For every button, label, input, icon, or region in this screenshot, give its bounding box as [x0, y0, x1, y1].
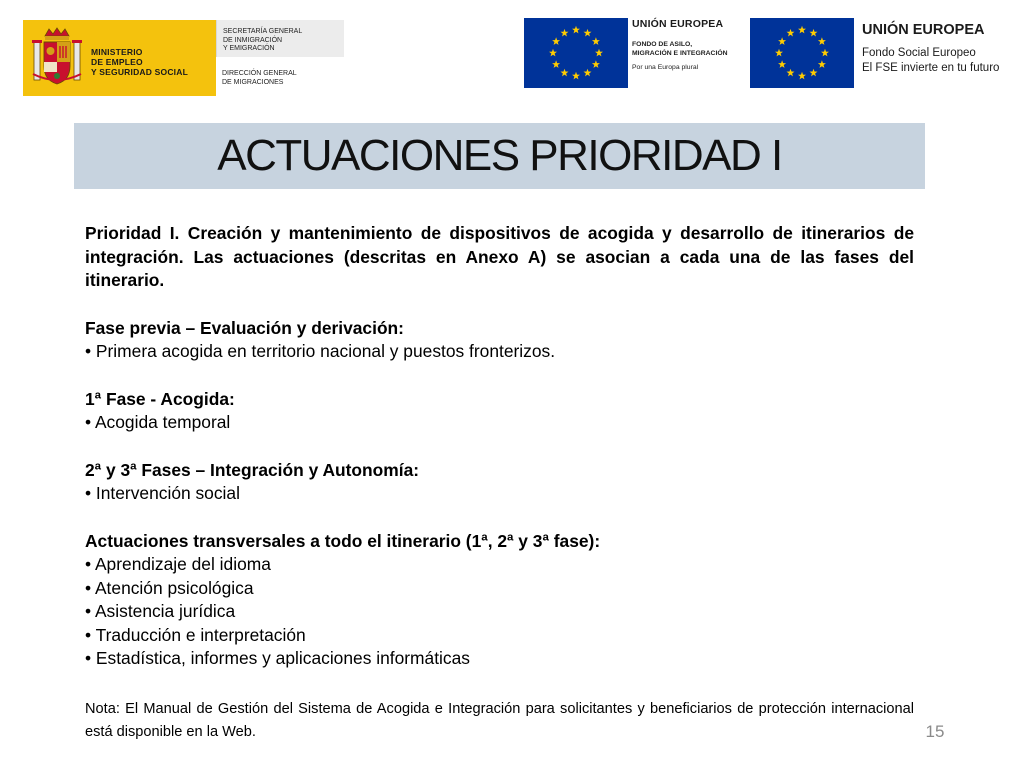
- ministry-line-2: DE EMPLEO: [91, 57, 143, 67]
- ministry-line-1: MINISTERIO: [91, 47, 143, 57]
- section-heading: Fase previa – Evaluación y derivación:: [85, 317, 404, 338]
- eu-fund-2-subtitle-2: El FSE invierte en tu futuro: [862, 62, 1000, 74]
- section-heading: 2ª y 3ª Fases – Integración y Autonomía:: [85, 459, 420, 480]
- eu-star-icon: [584, 69, 592, 77]
- eu-star-icon: [821, 49, 829, 57]
- list-item: • Asistencia jurídica: [85, 601, 236, 621]
- footnote: Nota: El Manual de Gestión del Sistema de Acogida e Integración para solicitantes y beneficiarios de protección internacional está disponible en la Web.: [85, 701, 914, 740]
- secretaria-line-3: Y EMIGRACIÓN: [223, 45, 275, 52]
- title-bar: [74, 123, 925, 189]
- eu-star-icon: [810, 69, 818, 77]
- eu-star-icon: [552, 60, 560, 68]
- eu-star-icon: [787, 69, 795, 77]
- eu-fund-2-subtitle-1: Fondo Social Europeo: [862, 47, 976, 59]
- secretaria-line-1: SECRETARÍA GENERAL: [223, 28, 303, 35]
- eu-fund-1-subtitle-2: MIGRACIÓN E INTEGRACIÓN: [632, 50, 728, 57]
- eu-fund-1-slogan: Por una Europa plural: [632, 64, 699, 71]
- eu-star-icon: [584, 29, 592, 37]
- secretaria-name: [223, 28, 302, 54]
- eu-star-icon: [572, 72, 580, 80]
- secretaria-line-2: DE INMIGRACIÓN: [223, 36, 283, 44]
- list-item: • Estadística, informes y aplicaciones informáticas: [85, 648, 470, 668]
- intro-paragraph: Prioridad I. Creación y mantenimiento de dispositivos de acogida y desarrollo de itinerarios de integración. Las actuaciones (descritas en Anexo A) se asocian a cada una de las fases del itinerario.: [85, 223, 914, 290]
- eu-star-icon: [552, 37, 560, 45]
- eu-star-icon: [787, 29, 795, 37]
- direccion-name: [222, 70, 297, 87]
- list-item: • Aprendizaje del idioma: [85, 554, 271, 574]
- ministry-name: [91, 47, 188, 77]
- list-item: • Atención psicológica: [85, 577, 254, 598]
- section-heading: Actuaciones transversales a todo el itinerario (1ª, 2ª y 3ª fase):: [85, 530, 601, 551]
- eu-fund-1-title: UNIÓN EUROPEA: [632, 18, 724, 30]
- eu-flag-icon: [750, 18, 854, 88]
- eu-star-icon: [572, 26, 580, 34]
- list-item: • Intervención social: [85, 483, 240, 503]
- eu-star-icon: [778, 37, 786, 45]
- slide-title: ACTUACIONES PRIORIDAD I: [217, 131, 782, 180]
- list-item: • Primera acogida en territorio nacional y puestos fronterizos.: [85, 341, 556, 361]
- direccion-line-1: DIRECCIÓN GENERAL: [222, 70, 297, 77]
- section-heading: 1ª Fase - Acogida:: [85, 388, 235, 409]
- eu-star-icon: [818, 37, 826, 45]
- section-transversales: [85, 530, 914, 671]
- eu-star-icon: [798, 26, 806, 34]
- eu-star-icon: [592, 60, 600, 68]
- eu-star-icon: [549, 49, 557, 57]
- eu-stars-icon: [524, 18, 628, 88]
- section-fase-2-3: [85, 459, 914, 506]
- ministry-line-3: Y SEGURIDAD SOCIAL: [91, 67, 188, 77]
- ministry-logo: [23, 20, 216, 96]
- eu-star-icon: [561, 69, 569, 77]
- section-fase-1: [85, 388, 914, 435]
- coat-of-arms-icon: [31, 26, 83, 90]
- secretaria-label-block: [216, 20, 344, 57]
- eu-star-icon: [798, 72, 806, 80]
- eu-fund-amif-label: [632, 18, 728, 71]
- page-number: 15: [925, 722, 945, 741]
- direccion-line-2: DE MIGRACIONES: [222, 78, 284, 86]
- eu-star-icon: [818, 60, 826, 68]
- eu-stars-icon: [750, 18, 854, 88]
- eu-fund-fse-label: [862, 22, 999, 76]
- slide-body: [85, 222, 914, 671]
- list-item: • Traducción e interpretación: [85, 624, 306, 645]
- eu-star-icon: [778, 60, 786, 68]
- eu-star-icon: [592, 37, 600, 45]
- eu-fund-1-subtitle-1: FONDO DE ASILO,: [632, 41, 693, 48]
- eu-star-icon: [810, 29, 818, 37]
- eu-star-icon: [595, 49, 603, 57]
- eu-flag-icon: [524, 18, 628, 88]
- list-item: • Acogida temporal: [85, 412, 231, 432]
- eu-star-icon: [561, 29, 569, 37]
- eu-fund-2-title: UNIÓN EUROPEA: [862, 22, 985, 38]
- eu-star-icon: [775, 49, 783, 57]
- section-fase-previa: [85, 317, 914, 364]
